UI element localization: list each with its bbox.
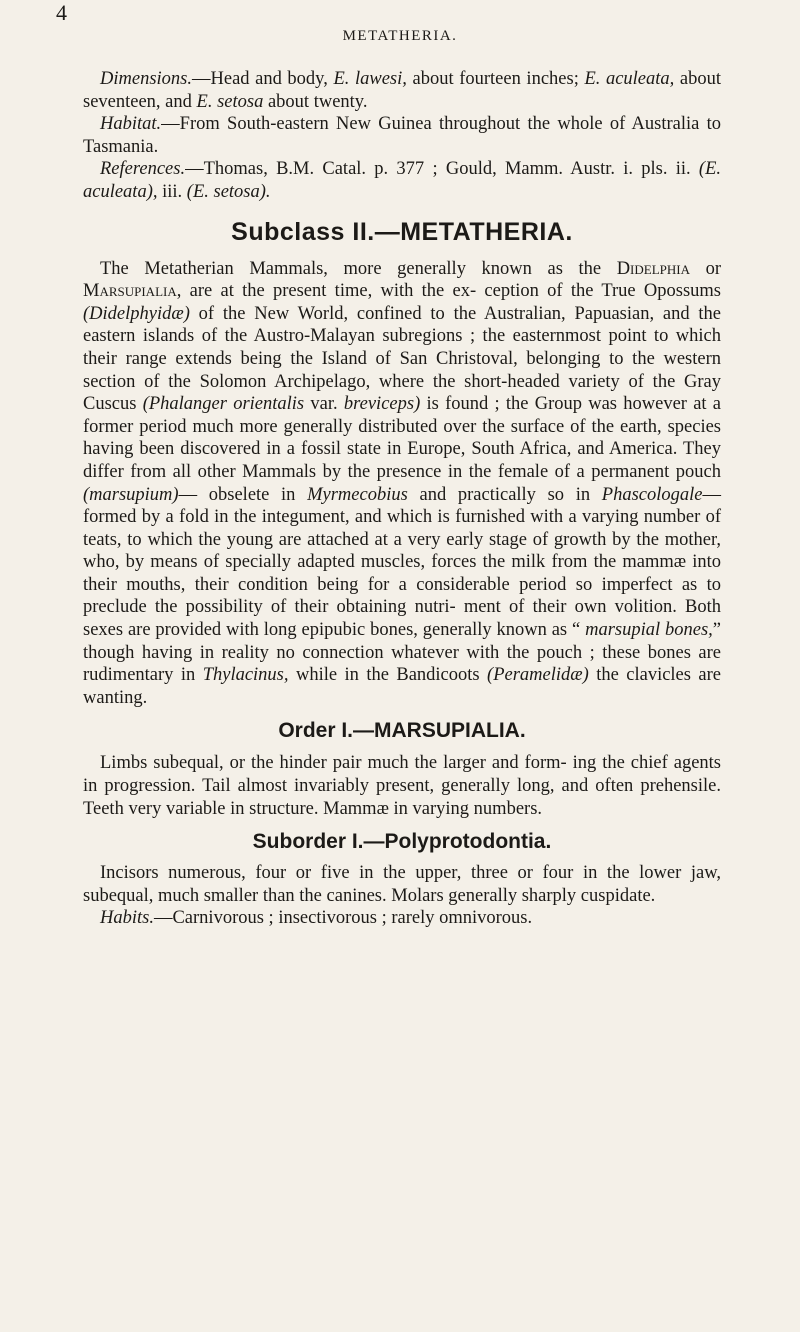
suborder-heading: Suborder I.—Polyprotodontia. [252,830,552,854]
habits-label: Habits. [100,908,154,929]
habitat-paragraph: Habitat.—From South-eastern New Guinea throughout the whole of Australia to Tasmania. [83,114,721,157]
references-paragraph: References.—Thomas, B.M. Catal. p. 377 ; Gould, Mamm. Austr. i. pls. ii. (E. aculeata), iii. (E. setosa). [83,159,721,202]
order-heading: Order I.—MARSUPIALIA. [278,719,526,743]
habitat-label: Habitat. [100,114,162,135]
page-number: 4 [56,0,67,25]
subclass-heading: Subclass II.—METATHERIA. [231,217,573,246]
metatheria-paragraph: The Metatherian Mammals, more generally known as the Didelphia or Marsupialia, are at the present time, with the ex- ception of the True Opossums (Didelphyidæ) of the New World, confined to the Australian, Papuasian, and the eastern islands of the Austro-Malayan subregions ; the easternmost point to which their range extends being the Island of San Christoval, belonging to the western section of the Solomon Archipelago, where the short-headed variety of the Gray Cuscus (Phalanger orientalis var. breviceps) is found ; the Group was however at a former period much more generally distributed over the surface of the earth, species having been discovered in a fossil state in Europe, South Africa, and America. They differ from all other Mammals by the presence in the female of a permanent pouch (marsupium)— obselete in Myrmecobius and practically so in Phascologale— formed by a fold in the integument, and which is furnished with a varying number of teats, to which the young are attached at a very early stage of growth by the mother, who, by means of specially adapted muscles, forces the milk from the mammæ into their mouths, their condition being for a considerable period so imperfect as to preclude the possibility of their obtaining nutri- ment of their own volition. Both sexes are provided with long epipubic bones, generally known as “ marsupial bones,” though having in reality no connection whatever with the pouch ; these bones are rudimentary in Thylacinus, while in the Bandicoots (Peramelidæ) the clavicles are wanting. [83,258,722,708]
running-head: METATHERIA. [342,28,458,44]
suborder-paragraph: Incisors numerous, four or five in the upper, three or four in the lower jaw, subequal, much smaller than the canines. Molars generally sharply cuspidate. [83,863,721,906]
order-paragraph: Limbs subequal, or the hinder pair much the larger and form- ing the chief agents in progression. Tail almost invariably present, generally long, and often prehensile. Teeth very variable in structure. Mammæ in varying numbers. [83,753,721,819]
habits-paragraph: Habits.—Carnivorous ; insectivorous ; rarely omnivorous. [100,908,533,929]
page-content [83,68,721,930]
references-label: References. [100,159,186,180]
dimensions-label: Dimensions. [100,69,192,89]
dimensions-paragraph: Dimensions.—Head and body, E. lawesi, about fourteen inches; E. aculeata, about seventeen, and E. setosa about twenty. [83,69,721,112]
